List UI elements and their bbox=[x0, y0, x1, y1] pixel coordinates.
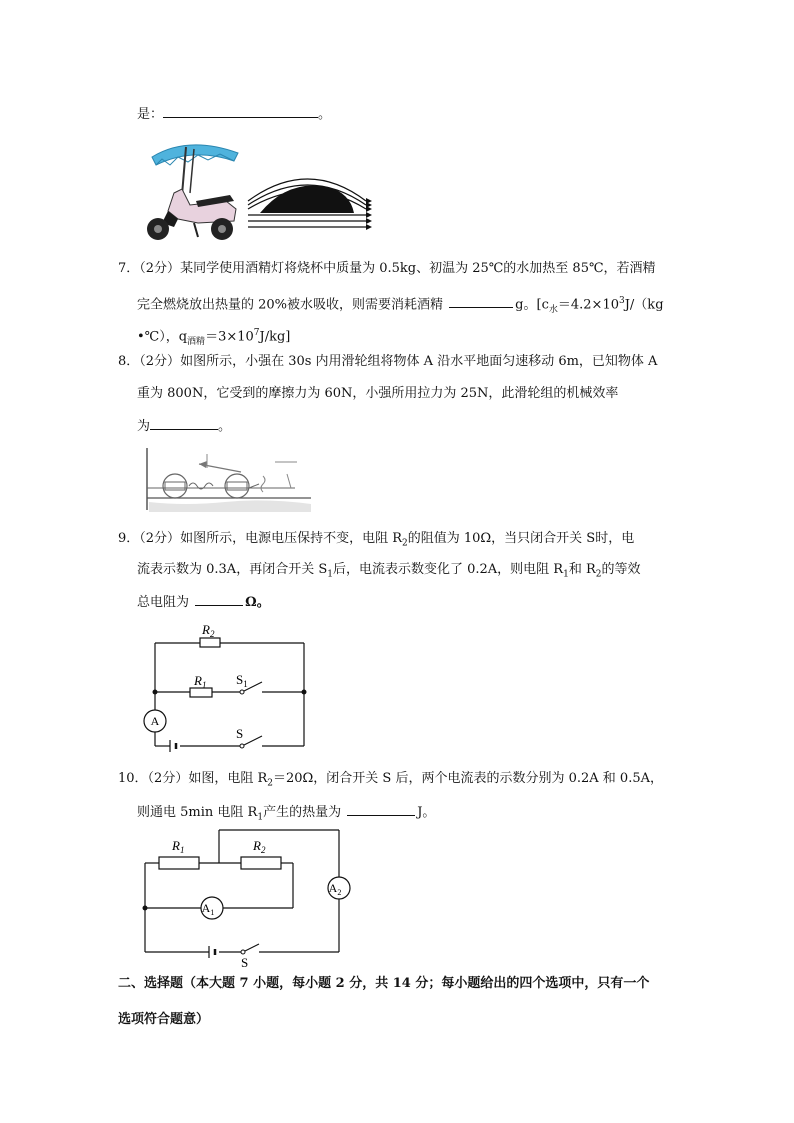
svg-text:A: A bbox=[150, 714, 160, 728]
resistor-r2 bbox=[241, 857, 281, 869]
section-heading: 二、选择题（本大题 7 小题，每小题 2 分，共 14 分；每小题给出的四个选项中，只有一个 bbox=[118, 976, 650, 991]
svg-text:S: S bbox=[241, 955, 249, 970]
circuit-q10 bbox=[135, 826, 355, 971]
answer-blank[interactable] bbox=[163, 104, 318, 118]
circuit-q9 bbox=[138, 618, 318, 758]
answer-line-q6: 是： 。 bbox=[137, 104, 331, 124]
svg-text:R2: $R_2$ bbox=[202, 622, 215, 639]
svg-text:A1: $A_1$ bbox=[201, 901, 215, 917]
airfoil-shape bbox=[260, 185, 354, 213]
question-8-line-2: 重为 800N，它受到的摩擦力为 60N，小强所用拉力为 25N，此滑轮组的机械效率 bbox=[137, 386, 619, 401]
svg-text:R1: $R_1$ bbox=[172, 838, 185, 855]
svg-text:S1: $S_1$ bbox=[236, 672, 248, 689]
question-9-line-1: 9．（2分）如图所示，电源电压保持不变，电阻 $R_2$的阻值为 10Ω，当只闭合开关 S时，电 bbox=[118, 531, 635, 549]
question-7-line-2: 完全燃烧放出热量的 20%被水吸收，则需要消耗酒精 g。[$c_水=4.2\times 10^3J/(kg$ bbox=[137, 296, 664, 315]
svg-text:S: S bbox=[236, 726, 244, 741]
pulley-1 bbox=[163, 474, 187, 498]
q8-answer-blank[interactable] bbox=[150, 416, 218, 430]
resistor-r2 bbox=[200, 638, 220, 647]
question-10-line-1: 10．（2分）如图，电阻 $R_2=20\Omega$，闭合开关 S 后，两个电流表的示数分别为 0.2A 和 0.5A， bbox=[118, 771, 663, 789]
q7-answer-blank[interactable] bbox=[449, 294, 513, 308]
q9-answer-blank[interactable] bbox=[195, 592, 243, 606]
question-9-line-3: 总电阻为 Ω。 bbox=[137, 592, 270, 612]
question-10-line-2: 则通电 5min 电阻 $R_1$产生的热量为 J。 bbox=[137, 802, 435, 827]
question-7-line-1: 7．（2分）某同学使用酒精灯将烧杯中质量为 0.5kg、初温为 25℃的水加热至 85℃，若酒精 bbox=[118, 261, 656, 276]
scooter-umbrella-figure bbox=[138, 135, 378, 247]
question-8-line-1: 8．（2分）如图所示，小强在 30s 内用滑轮组将物体 A 沿水平地面匀速移动 6m，已知物体 A bbox=[118, 354, 658, 369]
question-8-line-3: 为 。 bbox=[137, 416, 231, 436]
section-heading-line-2: 选项符合题意） bbox=[118, 1012, 210, 1027]
svg-text:R1: $R_1$ bbox=[194, 673, 207, 690]
umbrella-canopy bbox=[152, 145, 238, 165]
pulley-figure bbox=[145, 446, 313, 518]
svg-text:A2: $A_2$ bbox=[328, 881, 342, 897]
question-9-line-2: 流表示数为 0.3A，再闭合开关 $S_1$后，电流表示数变化了 0.2A，则电阻 $R_1$和 $R_2$的等效 bbox=[137, 562, 641, 580]
q10-answer-blank[interactable] bbox=[347, 802, 415, 816]
pulley-2 bbox=[225, 474, 249, 498]
resistor-r1 bbox=[159, 857, 199, 869]
svg-text:R2: $R_2$ bbox=[253, 838, 266, 855]
question-7-line-3: •℃），$q_{酒精}=3\times 10^7J/kg$] bbox=[137, 328, 291, 347]
